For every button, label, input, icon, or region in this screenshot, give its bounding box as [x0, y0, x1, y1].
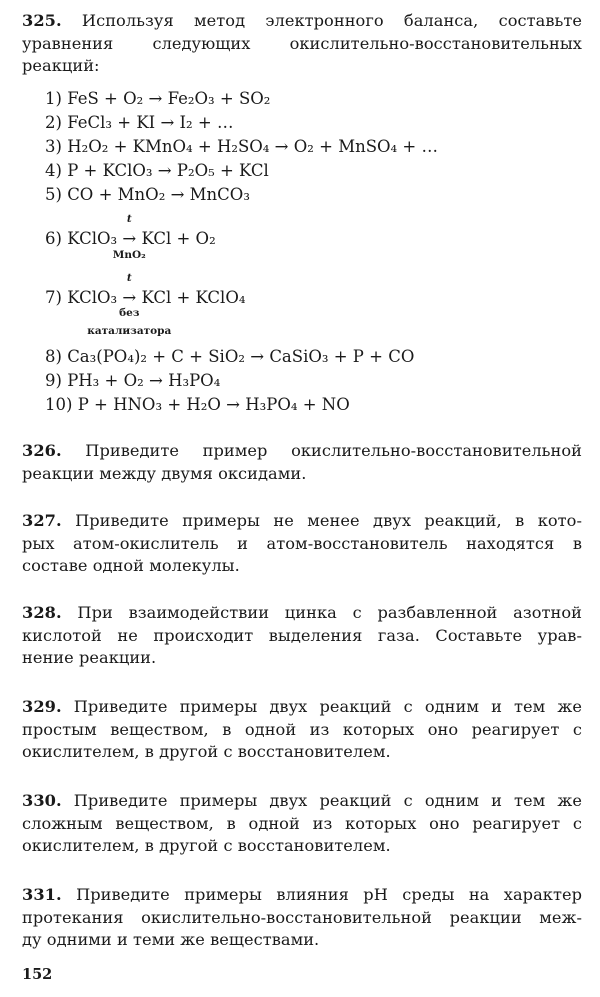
- equation-reactants: P + HNO₃ + H₂O: [77, 395, 221, 414]
- reaction-arrow: →: [160, 113, 175, 132]
- equation-number: 1): [45, 89, 62, 108]
- problem-330-line-3: окислителем, в другой с восстановителем.: [22, 836, 391, 855]
- equation-5: [45, 184, 250, 206]
- equation-3: [45, 136, 438, 158]
- condition-line-1: без: [119, 307, 140, 319]
- reaction-arrow: →: [148, 89, 163, 108]
- problem-330-number: 330.: [22, 791, 62, 810]
- condition-temperature: t: [126, 272, 132, 284]
- equation-6: [45, 213, 216, 261]
- problem-326: [22, 440, 582, 485]
- problem-329-number: 329.: [22, 697, 62, 716]
- equation-2: [45, 112, 233, 134]
- equation-products: H₃PO₄: [168, 371, 221, 390]
- equation-products: I₂ + …: [179, 113, 234, 132]
- equation-products: KCl + KClO₄: [141, 288, 246, 307]
- problem-330: [22, 790, 582, 858]
- problem-327-text-1: Приведите примеры не менее двух реакций, в кото-: [75, 511, 582, 530]
- problem-328-number: 328.: [22, 603, 62, 622]
- equation-number: 9): [45, 371, 62, 390]
- equation-products: Fe₂O₃ + SO₂: [167, 89, 271, 108]
- equation-number: 2): [45, 113, 62, 132]
- condition-line-2: катализатора: [87, 325, 172, 337]
- equation-number: 3): [45, 137, 62, 156]
- problem-328-text-1: При взаимодействии цинка с разбавленной азотной: [77, 603, 582, 622]
- problem-327-line-1: [22, 510, 582, 533]
- problem-327-line-3: составе одной молекулы.: [22, 556, 240, 575]
- reaction-arrow: →: [122, 288, 137, 307]
- equation-reactants: H₂O₂ + KMnO₄ + H₂SO₄: [67, 137, 270, 156]
- problem-326-line-2: реакции между двумя оксидами.: [22, 463, 307, 483]
- problem-326-text-1: Приведите пример окислительно-восстановительной: [85, 441, 582, 460]
- problem-331-text-1: Приведите примеры влияния pH среды на характер: [76, 885, 582, 904]
- equation-reactants: P + KClO₃: [67, 161, 153, 180]
- reaction-arrow: →: [226, 395, 240, 414]
- equation-9: [45, 370, 220, 392]
- problem-327: [22, 510, 582, 578]
- equation-products: MnCO₃: [189, 185, 250, 204]
- equation-8: [45, 346, 414, 368]
- problem-327-number: 327.: [22, 511, 62, 530]
- equation-reactants: FeS + O₂: [67, 89, 144, 108]
- problem-327-line-2: рых атом-окислитель и атом-восстановитель находятся в: [22, 533, 582, 553]
- equation-number: 8): [45, 347, 62, 366]
- problem-325-line-2: уравнения следующих окислительно-восстановительных: [22, 33, 582, 53]
- problem-326-line-1: [22, 440, 582, 463]
- equation-products: O₂ + MnSO₄ + …: [293, 137, 438, 156]
- condition-temperature: t: [126, 213, 132, 225]
- problem-329: [22, 696, 582, 764]
- equation-10: [45, 394, 350, 416]
- problem-329-line-1: [22, 696, 582, 719]
- equation-number: 7): [45, 288, 62, 307]
- equation-number: 4): [45, 161, 62, 180]
- problem-325: [22, 10, 582, 78]
- problem-328: [22, 602, 582, 670]
- problem-328-line-1: [22, 602, 582, 625]
- equation-reactants: PH₃ + O₂: [67, 371, 144, 390]
- problem-329-text-1: Приведите примеры двух реакций с одним и тем же: [73, 697, 583, 716]
- problem-325-text-1: Используя метод электронного баланса, составьте: [81, 11, 582, 30]
- problem-328-line-2: кислотой не происходит выделения газа. Составьте урав-: [22, 625, 582, 645]
- equation-number: 6): [45, 229, 62, 248]
- reaction-arrow: →: [122, 229, 137, 248]
- equation-products: KCl + O₂: [141, 229, 216, 248]
- equation-products: P₂O₅ + KCl: [176, 161, 269, 180]
- problem-329-line-3: окислителем, в другой с восстановителем.: [22, 742, 391, 761]
- equation-products: H₃PO₄ + NO: [245, 395, 350, 414]
- problem-326-number: 326.: [22, 441, 62, 460]
- equation-4: [45, 160, 269, 182]
- problem-325-number: 325.: [22, 11, 62, 30]
- reaction-arrow: →: [274, 137, 289, 156]
- reaction-arrow: →: [250, 347, 265, 366]
- problem-325-line-1: [22, 10, 582, 33]
- problem-331-line-3: ду одними и теми же веществами.: [22, 930, 320, 949]
- condition-no-catalyst: [87, 307, 171, 337]
- equation-reactants: KClO₃: [67, 229, 118, 248]
- problem-331-line-1: [22, 884, 582, 907]
- problem-331-line-2: протекания окислительно-восстановительной реакции меж-: [22, 907, 582, 927]
- problem-330-line-1: [22, 790, 582, 813]
- problem-331: [22, 884, 582, 952]
- problem-325-line-3: реакций:: [22, 56, 100, 75]
- reaction-arrow: →: [149, 371, 163, 390]
- condition-catalyst: MnO₂: [112, 249, 146, 261]
- equation-1: [45, 88, 270, 110]
- page-number: 152: [22, 966, 53, 983]
- equation-reactants: CO + MnO₂: [67, 185, 166, 204]
- reaction-arrow: →: [170, 185, 185, 204]
- equation-number: 10): [45, 395, 73, 414]
- reaction-arrow: →: [157, 161, 172, 180]
- problem-328-line-3: нение реакции.: [22, 648, 157, 667]
- problem-330-line-2: сложным веществом, в одной из которых оно реагирует с: [22, 813, 582, 833]
- equation-products: CaSiO₃ + P + CO: [269, 347, 415, 366]
- equation-reactants: KClO₃: [67, 288, 118, 307]
- problem-330-text-1: Приведите примеры двух реакций с одним и тем же: [73, 791, 583, 810]
- equation-reactants: Ca₃(PO₄)₂ + C + SiO₂: [67, 347, 245, 366]
- problem-329-line-2: простым веществом, в одной из которых оно реагирует с: [22, 719, 582, 739]
- reaction-arrow-with-conditions: [112, 213, 146, 261]
- equation-number: 5): [45, 185, 62, 204]
- equation-reactants: FeCl₃ + KI: [67, 113, 156, 132]
- equation-7: [45, 272, 246, 337]
- problem-331-number: 331.: [22, 885, 62, 904]
